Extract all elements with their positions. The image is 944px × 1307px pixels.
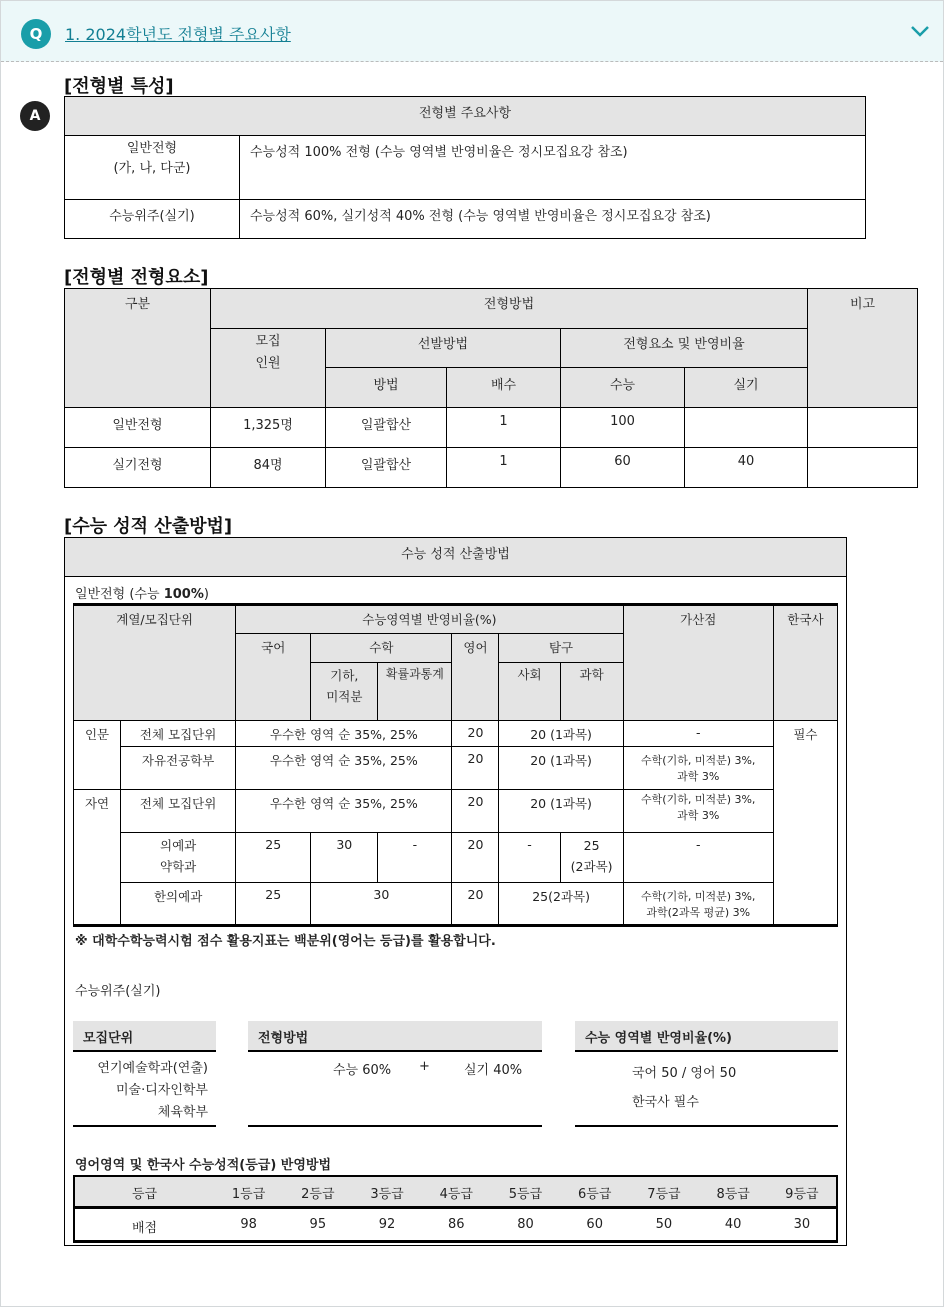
cell-unit: 전체 모집단위	[121, 721, 236, 747]
table-row	[74, 833, 838, 883]
row-label-sub: (가, 나, 다군)	[113, 161, 191, 176]
cell-bonus-sub: 과학(2과목 평균) 3%	[646, 906, 751, 919]
cell-gubun: 일반전형	[65, 408, 211, 448]
practical-units	[73, 1052, 216, 1127]
section-title-characteristics: [전형별 특성]	[64, 76, 174, 97]
table-row	[65, 136, 866, 200]
grade-label: 8등급	[716, 1187, 750, 1202]
row-label: 일반전형	[126, 141, 178, 156]
header-silgi: 실기	[685, 368, 808, 408]
cell-korean: 25	[236, 883, 311, 926]
cell-recruit: 84명	[211, 448, 326, 488]
practical-table	[73, 1021, 838, 1131]
cell-science: 25	[583, 838, 600, 853]
cell-korean: 25	[236, 833, 311, 883]
general-subtitle-suffix: )	[203, 587, 209, 602]
question-title-link[interactable]: 1. 2024학년도 전형별 주요사항	[65, 25, 291, 44]
cell-inquiry: 20 (1과목)	[499, 747, 623, 790]
grade-table-title: 영어영역 및 한국사 수능성적(등급) 반영방법	[75, 1158, 332, 1173]
cell-multiple: 1	[447, 448, 561, 488]
elements-table	[64, 288, 918, 488]
practical-col-unit	[73, 1021, 216, 1127]
header-suneung: 수능	[561, 368, 685, 408]
grade-header-row	[74, 1176, 837, 1207]
ratio-line: 국어 50 / 영어 50	[632, 1066, 737, 1081]
grade-score: 50	[655, 1216, 673, 1232]
table-row	[65, 408, 918, 448]
row-desc: 수능성적 60%, 실기성적 40% 전형 (수능 영역별 반영비율은 정시모집요강 참조)	[240, 200, 866, 239]
header-unit: 계열/모집단위	[74, 605, 236, 721]
table-row	[65, 200, 866, 239]
cell-english: 20	[452, 747, 499, 790]
grade-label: 2등급	[301, 1187, 335, 1202]
grade-label: 9등급	[785, 1187, 819, 1202]
cell-bigo	[808, 448, 918, 488]
grade-label: 5등급	[508, 1187, 543, 1202]
cell-math-a: 30	[311, 833, 378, 883]
grade-label: 4등급	[439, 1187, 473, 1202]
practical-col-method	[248, 1021, 542, 1127]
cell-how: 일괄합산	[326, 408, 447, 448]
table-row	[74, 883, 838, 926]
practical-ratio	[575, 1052, 838, 1127]
grade-score: 98	[240, 1216, 257, 1232]
method-plus: +	[419, 1059, 430, 1074]
header-recruit: 모집	[255, 334, 281, 349]
cell-inquiry: 20 (1과목)	[499, 721, 623, 747]
header-multiple: 배수	[447, 368, 561, 408]
header-inquiry: 탐구	[499, 634, 623, 663]
cell-english: 20	[452, 721, 499, 747]
chevron-down-icon[interactable]	[909, 23, 931, 39]
practical-subtitle: 수능위주(실기)	[75, 984, 161, 999]
grade-row-header: 등급	[131, 1187, 158, 1202]
practical-method	[248, 1052, 542, 1127]
grade-score: 95	[309, 1216, 327, 1232]
cell-suneung: 60	[561, 448, 685, 488]
header-recruit-sub: 인원	[255, 356, 281, 371]
cell-multiple: 1	[447, 408, 561, 448]
cell-english: 20	[452, 833, 499, 883]
cell-group: 자연	[74, 790, 121, 926]
header-social: 사회	[499, 663, 560, 721]
grade-score: 86	[447, 1216, 465, 1232]
cell-social: -	[499, 833, 560, 883]
cell-bonus: 수학(기하, 미적분) 3%,	[641, 754, 756, 767]
practical-header-method: 전형방법	[248, 1021, 542, 1052]
cell-bonus: -	[623, 721, 773, 747]
header-math-a: 기하,	[330, 668, 359, 683]
header-math-a-sub: 미적분	[326, 689, 363, 704]
header-elements: 전형요소 및 반영비율	[561, 329, 808, 368]
general-subtitle-text: 일반전형 (수능	[75, 587, 164, 602]
header-bigo: 비고	[808, 289, 918, 408]
header-bonus: 가산점	[623, 605, 773, 721]
header-korean: 국어	[236, 634, 311, 721]
grade-table	[73, 1175, 838, 1243]
grade-label: 3등급	[370, 1187, 404, 1202]
grade-score: 60	[586, 1216, 603, 1232]
section-title-calculation: [수능 성적 산출방법]	[64, 516, 233, 537]
cell-inquiry: 25(2과목)	[499, 883, 623, 926]
cell-bonus-sub: 과학 3%	[677, 770, 720, 783]
cell-silgi: 40	[685, 448, 808, 488]
general-subtitle-bold: 100%	[163, 587, 204, 602]
answer-badge: A	[20, 101, 50, 131]
table-row	[65, 448, 918, 488]
cell-suneung: 100	[561, 408, 685, 448]
practical-unit: 체육학부	[157, 1105, 208, 1120]
score-note: ※ 대학수학능력시험 점수 활용지표는 백분위(영어는 등급)를 활용합니다.	[75, 934, 496, 949]
grade-score: 92	[378, 1216, 396, 1232]
row-label: 수능위주(실기)	[65, 200, 240, 239]
header-how: 방법	[326, 368, 447, 408]
cell-science-sub: (2과목)	[570, 859, 613, 874]
header-math: 수학	[311, 634, 452, 663]
cell-history: 필수	[773, 721, 837, 926]
calculation-box-header: 수능 성적 산출방법	[65, 538, 846, 577]
grade-row-label: 배점	[131, 1220, 158, 1236]
method-suneung: 수능 60%	[333, 1063, 392, 1078]
cell-english: 20	[452, 790, 499, 833]
grade-label: 6등급	[578, 1187, 612, 1202]
cell-bonus: -	[623, 833, 773, 883]
grade-score: 30	[793, 1216, 811, 1232]
grade-score: 80	[517, 1216, 534, 1232]
header-history: 한국사	[773, 605, 837, 721]
table-row	[74, 747, 838, 790]
grade-label: 1등급	[231, 1187, 266, 1202]
table-row	[74, 790, 838, 833]
general-subtitle	[75, 583, 209, 602]
cell-bonus: 수학(기하, 미적분) 3%,	[641, 890, 756, 903]
cell-merged-ratio: 우수한 영역 순 35%, 25%	[236, 747, 452, 790]
cell-math-b: -	[378, 833, 452, 883]
cell-unit-sub: 약학과	[160, 859, 197, 874]
grade-score-row	[74, 1207, 837, 1241]
general-ratio-table	[73, 603, 838, 927]
section-title-elements: [전형별 전형요소]	[64, 267, 209, 288]
header-ratio: 수능영역별 반영비율(%)	[236, 605, 623, 634]
header-science: 과학	[560, 663, 623, 721]
grade-label: 7등급	[647, 1187, 681, 1202]
cell-bigo	[808, 408, 918, 448]
practical-unit: 연기예술학과(연출)	[97, 1061, 208, 1076]
header-selection: 선발방법	[326, 329, 561, 368]
header-gubun: 구분	[65, 289, 211, 408]
table-row	[74, 721, 838, 747]
cell-bonus: 수학(기하, 미적분) 3%,	[641, 793, 756, 806]
cell-gubun: 실기전형	[65, 448, 211, 488]
cell-unit: 한의예과	[121, 883, 236, 926]
header-method: 전형방법	[211, 289, 808, 329]
cell-group: 인문	[74, 721, 121, 790]
grade-score: 40	[724, 1216, 742, 1232]
calculation-box	[64, 537, 847, 1246]
cell-recruit: 1,325명	[211, 408, 326, 448]
cell-unit: 전체 모집단위	[121, 790, 236, 833]
header-english: 영어	[452, 634, 499, 721]
cell-inquiry: 20 (1과목)	[499, 790, 623, 833]
cell-unit: 자유전공학부	[121, 747, 236, 790]
cell-unit: 의예과	[160, 838, 197, 853]
practical-col-ratio	[575, 1021, 838, 1127]
row-desc: 수능성적 100% 전형 (수능 영역별 반영비율은 정시모집요강 참조)	[240, 136, 866, 200]
method-silgi: 실기 40%	[464, 1063, 523, 1078]
header-math-b: 확률과통계	[378, 663, 452, 721]
cell-how: 일괄합산	[326, 448, 447, 488]
cell-silgi	[685, 408, 808, 448]
practical-header-ratio: 수능 영역별 반영비율(%)	[575, 1021, 838, 1052]
question-header[interactable]	[1, 1, 943, 62]
characteristics-table	[64, 96, 866, 239]
question-badge: Q	[21, 19, 51, 49]
ratio-line: 한국사 필수	[632, 1095, 699, 1110]
practical-unit: 미술·디자인학부	[115, 1083, 208, 1098]
cell-math: 30	[311, 883, 452, 926]
cell-merged-ratio: 우수한 영역 순 35%, 25%	[236, 790, 452, 833]
cell-merged-ratio: 우수한 영역 순 35%, 25%	[236, 721, 452, 747]
cell-english: 20	[452, 883, 499, 926]
practical-header-unit: 모집단위	[73, 1021, 216, 1052]
cell-bonus-sub: 과학 3%	[677, 809, 720, 822]
table-header: 전형별 주요사항	[65, 97, 866, 136]
